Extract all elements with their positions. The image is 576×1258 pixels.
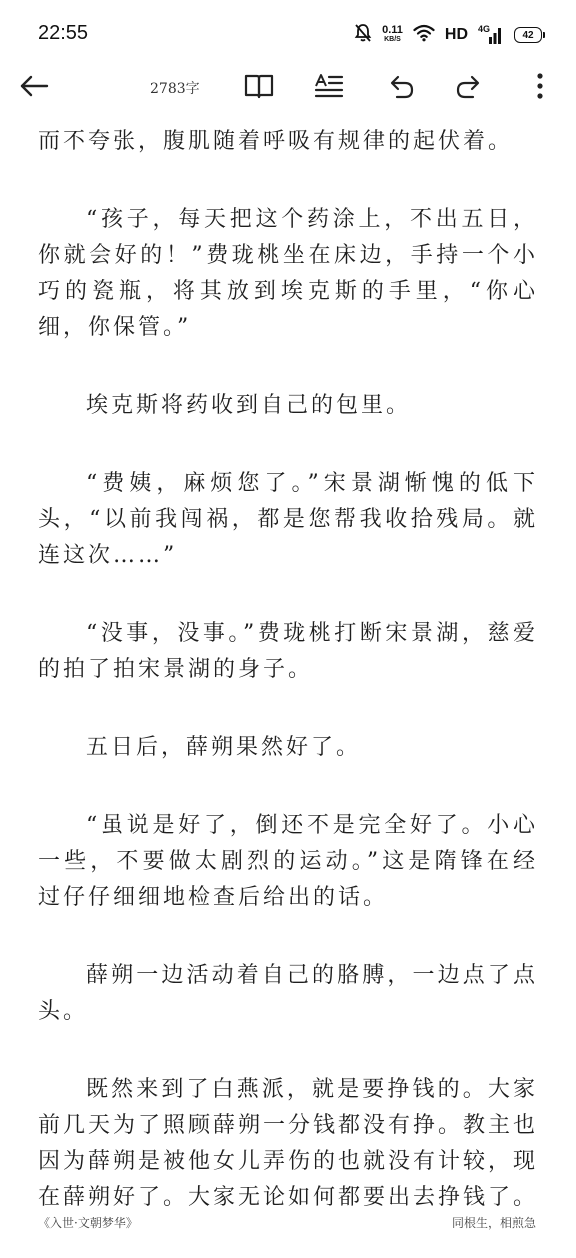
paragraph: 既然来到了白燕派，就是要挣钱的。大家前几天为了照顾薛朔一分钱都没有挣。教主也因为薛朔是被他女儿弄伤的也就没有计较，现在薛朔好了。大家无论如何都要出去挣钱了。 [38,1077,539,1210]
more-options-button[interactable] [522,70,558,106]
more-vertical-icon [536,72,544,104]
text-format-icon [314,73,344,103]
wifi-icon [413,24,435,46]
network-speed-unit: KB/S [384,36,401,43]
status-icons [354,22,542,48]
network-speed [382,26,403,44]
back-button[interactable] [16,70,52,106]
paragraph: 薛朔一边活动着自己的胳膊，一边点了点头。 [38,963,538,1024]
redo-button[interactable] [452,70,488,106]
undo-button[interactable] [382,70,418,106]
page-footer [0,1212,576,1236]
paragraph: “费姨，麻烦您了。”宋景湖惭愧的低下头，“以前我闯祸，都是您帮我收拾残局。就连这次……” [38,471,538,568]
word-count: 2783字 [150,81,200,97]
arrow-left-icon [19,74,49,102]
status-bar [0,0,576,64]
reader-toolbar [0,64,576,110]
paragraph: “没事，没事。”费珑桃打断宋景湖，慈爱的拍了拍宋景湖的身子。 [38,621,538,682]
chapter-title: 同根生，相煎急 [451,1216,536,1230]
redo-icon [455,73,485,103]
cellular-signal-icon [478,25,504,45]
book-mode-button[interactable] [241,70,277,106]
signal-label: 4G [478,24,491,34]
paragraph: “孩子，每天把这个药涂上，不出五日，你就会好的！”费珑桃坐在床边，手持一个小巧的瓷瓶，将其放到埃克斯的手里，“你心细，你保管。” [38,207,538,340]
network-type-label: HD [444,26,468,43]
undo-icon [385,73,415,103]
open-book-icon [244,73,274,103]
paragraph: 五日后，薛朔果然好了。 [86,735,362,760]
battery-level: 42 [522,29,534,41]
status-time: 22:55 [38,22,89,44]
network-speed-value: 0.11 [382,24,403,36]
mute-bell-icon [354,23,372,47]
text-format-button[interactable] [311,70,347,106]
paragraph: “虽说是好了，倒还不是完全好了。小心一些，不要做太剧烈的运动。”这是隋锋在经过仔仔细细地检查后给出的话。 [38,813,538,910]
book-title: 《入世·文朝梦华》 [38,1216,138,1230]
paragraph: 埃克斯将药收到自己的包里。 [86,393,412,418]
reading-content[interactable] [38,124,538,1258]
battery-indicator [514,27,542,43]
paragraph-continued: 而不夸张，腹肌随着呼吸有规律的起伏着。 [38,129,514,154]
